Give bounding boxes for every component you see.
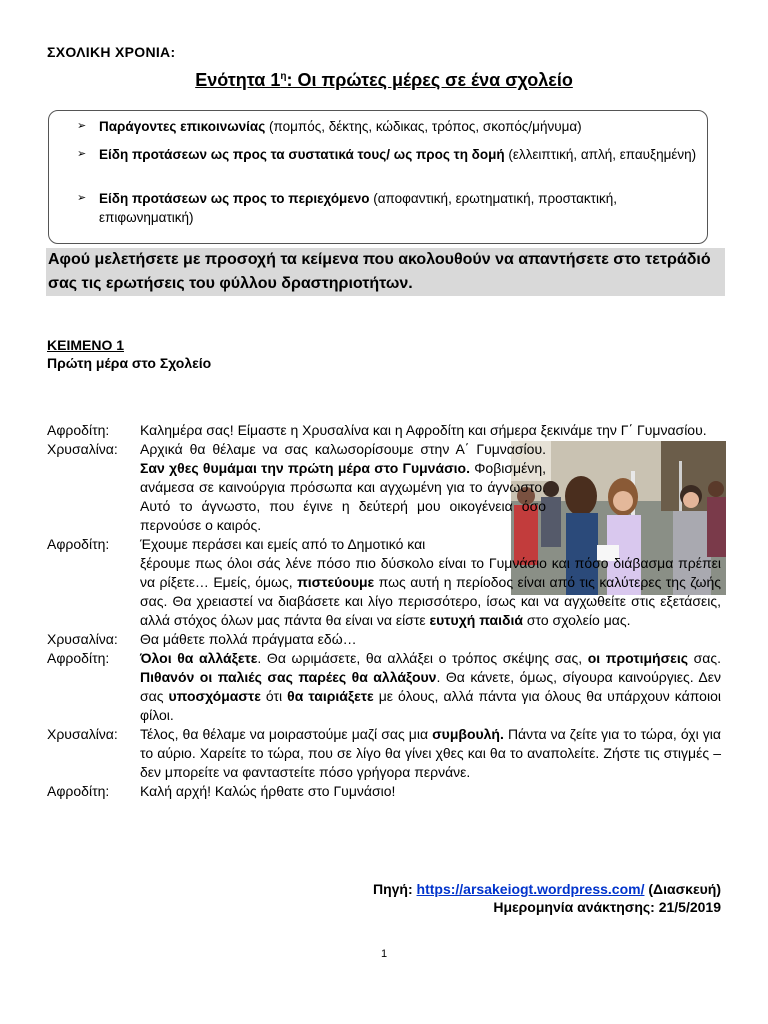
dialogue-line bbox=[140, 440, 546, 535]
topic-rest: (αποφαντική, ερωτηματική, προστακτική, επιφωνηματική) bbox=[99, 191, 617, 225]
topic-item bbox=[77, 145, 703, 164]
topic-rest: (ελλειπτική, απλή, επαυξημένη) bbox=[504, 147, 697, 162]
bold-span: ευτυχή παιδιά bbox=[429, 612, 524, 628]
dialogue-line bbox=[140, 554, 721, 630]
topic-bold: Είδη προτάσεων ως προς το περιεχόμενο bbox=[99, 191, 370, 206]
text1-label: ΚΕΙΜΕΝΟ 1 bbox=[47, 337, 125, 353]
bold-span: Σαν χθες θυμάμαι την πρώτη μέρα στο Γυμνάσιο. bbox=[140, 460, 470, 476]
topic-item bbox=[77, 117, 703, 136]
dialogue-line: Καλή αρχή! Καλώς ήρθατε στο Γυμνάσιο! bbox=[140, 783, 396, 799]
dialogue-row bbox=[47, 782, 721, 801]
text-span: με όλους, αλλά πάντα για όλους θα υπάρχουν κάποιοι φίλοι. bbox=[140, 688, 721, 723]
dialogue-row bbox=[47, 535, 721, 630]
bold-span: συμβουλή. bbox=[432, 726, 504, 742]
dialogue-line: Έχουμε περάσει και εμείς από το Δημοτικό και bbox=[140, 536, 426, 552]
topic-bold: Είδη προτάσεων ως προς τα συστατικά τους/ ως προς τη δομή bbox=[99, 147, 505, 162]
dialogue bbox=[47, 421, 721, 801]
page-number: 1 bbox=[380, 948, 388, 960]
bold-span: θα ταιριάξετε bbox=[287, 688, 374, 704]
dialogue-row bbox=[47, 649, 721, 725]
speaker-name: Αφροδίτη: bbox=[47, 422, 110, 438]
arrow-bullet-icon: ➢ bbox=[77, 192, 87, 204]
bold-span: Πιθανόν οι παλιές σας παρέες θα αλλάξουν bbox=[140, 669, 437, 685]
unit-title bbox=[0, 70, 768, 91]
text-span: Πάντα να ζείτε για το τώρα, όχι για το αύριο. Χαρείτε το τώρα, που σε λίγο θα γίνει χθες και θα το αναπολείτε. Ζήστε τις στιγμές –δεν μπορείτε να φανταστείτε πόσο γρήγορα περνάνε. bbox=[140, 726, 721, 780]
text-span: Τέλος, θα θέλαμε να μοιραστούμε μαζί σας μια bbox=[140, 726, 433, 742]
bold-span: πιστεύουμε bbox=[297, 574, 375, 590]
dialogue-row bbox=[47, 630, 721, 649]
unit-title-prefix: Ενότητα 1 bbox=[195, 70, 281, 90]
topic-rest: (πομπός, δέκτης, κώδικας, τρόπος, σκοπός/μήνυμα) bbox=[265, 119, 582, 134]
text-span: σας. bbox=[688, 650, 721, 666]
arrow-bullet-icon: ➢ bbox=[77, 148, 87, 160]
dialogue-row bbox=[47, 440, 721, 535]
arrow-bullet-icon: ➢ bbox=[77, 120, 87, 132]
unit-title-rest: : Οι πρώτες μέρες σε ένα σχολείο bbox=[286, 70, 573, 90]
topic-item bbox=[77, 189, 703, 227]
dialogue-line: Καλημέρα σας! Είμαστε η Χρυσαλίνα και η Αφροδίτη και σήμερα ξεκινάμε την Γ΄ Γυμνασίου. bbox=[140, 422, 707, 438]
text-span: ότι bbox=[260, 688, 288, 704]
school-year-label: ΣΧΟΛΙΚΗ ΧΡΟΝΙΑ: bbox=[47, 44, 176, 60]
speaker-name: Χρυσαλίνα: bbox=[47, 726, 118, 742]
source-label: Πηγή: bbox=[372, 881, 417, 897]
dialogue-line bbox=[140, 725, 721, 782]
dialogue-line: Θα μάθετε πολλά πράγματα εδώ… bbox=[140, 631, 357, 647]
speaker-name: Χρυσαλίνα: bbox=[47, 441, 118, 457]
text-span: . Θα κάνετε, όμως, σίγουρα καινούργιες. Δεν σας bbox=[140, 669, 721, 704]
unit-title-sup: η bbox=[280, 71, 287, 82]
dialogue-row bbox=[47, 725, 721, 782]
speaker-name: Αφροδίτη: bbox=[47, 536, 110, 552]
retrieval-date: Ημερομηνία ανάκτησης: 21/5/2019 bbox=[493, 899, 721, 915]
speaker-name: Αφροδίτη: bbox=[47, 650, 110, 666]
source-citation bbox=[373, 880, 721, 916]
source-link[interactable]: https://arsakeiogt.wordpress.com/ bbox=[416, 881, 645, 897]
text-span: ξέρουμε πως όλοι σάς λένε πόσο πιο δύσκολο είναι το Γυμνάσιο και πόσο διάβασμα πρέπει να ρίξετε… Εμείς, όμως, bbox=[140, 555, 721, 590]
text-span: Φοβισμένη, ανάμεσα σε καινούργια πρόσωπα και αγχωμένη για το άγνωστο. Αυτό το άγνωστο, που έγινε η δεύτερή μου οικογένεια όσο περνούσε ο καιρός. bbox=[140, 460, 546, 533]
topics-box bbox=[48, 110, 708, 244]
speaker-name: Χρυσαλίνα: bbox=[47, 631, 118, 647]
dialogue-row bbox=[47, 421, 721, 440]
bold-span: Όλοι θα αλλάξετε bbox=[140, 650, 258, 666]
text-span: Αρχικά θα θέλαμε να σας καλωσορίσουμε στην Α΄ Γυμνασίου. bbox=[140, 441, 546, 457]
source-suffix: (Διασκευή) bbox=[644, 881, 721, 897]
dialogue-line bbox=[140, 649, 721, 725]
text-span: . Θα ωριμάσετε, θα αλλάξει ο τρόπος σκέψης σας, bbox=[257, 650, 588, 666]
text1-title: Πρώτη μέρα στο Σχολείο bbox=[47, 355, 212, 371]
speaker-name: Αφροδίτη: bbox=[47, 783, 110, 799]
topic-bold: Παράγοντες επικοινωνίας bbox=[99, 119, 266, 134]
text-span: στο σχολείο μας. bbox=[523, 612, 631, 628]
bold-span: υποσχόμαστε bbox=[168, 688, 261, 704]
text-span: πως αυτή η περίοδος είναι από τις καλύτερες της ζωής σας. Θα χρειαστεί να διαβάσετε και λίγο περισσότερο, ίσως και να αγχωθείτε στις εξετάσεις, αλλά στόχος όλων μας πάντα θα είναι να είστε bbox=[140, 574, 721, 628]
bold-span: οι προτιμήσεις bbox=[587, 650, 688, 666]
source-line bbox=[373, 880, 721, 898]
instruction-banner: Αφού μελετήσετε με προσοχή τα κείμενα που ακολουθούν να απαντήσετε στο τετράδιό σας τις ερωτήσεις του φύλλου δραστηριοτήτων. bbox=[46, 248, 725, 296]
